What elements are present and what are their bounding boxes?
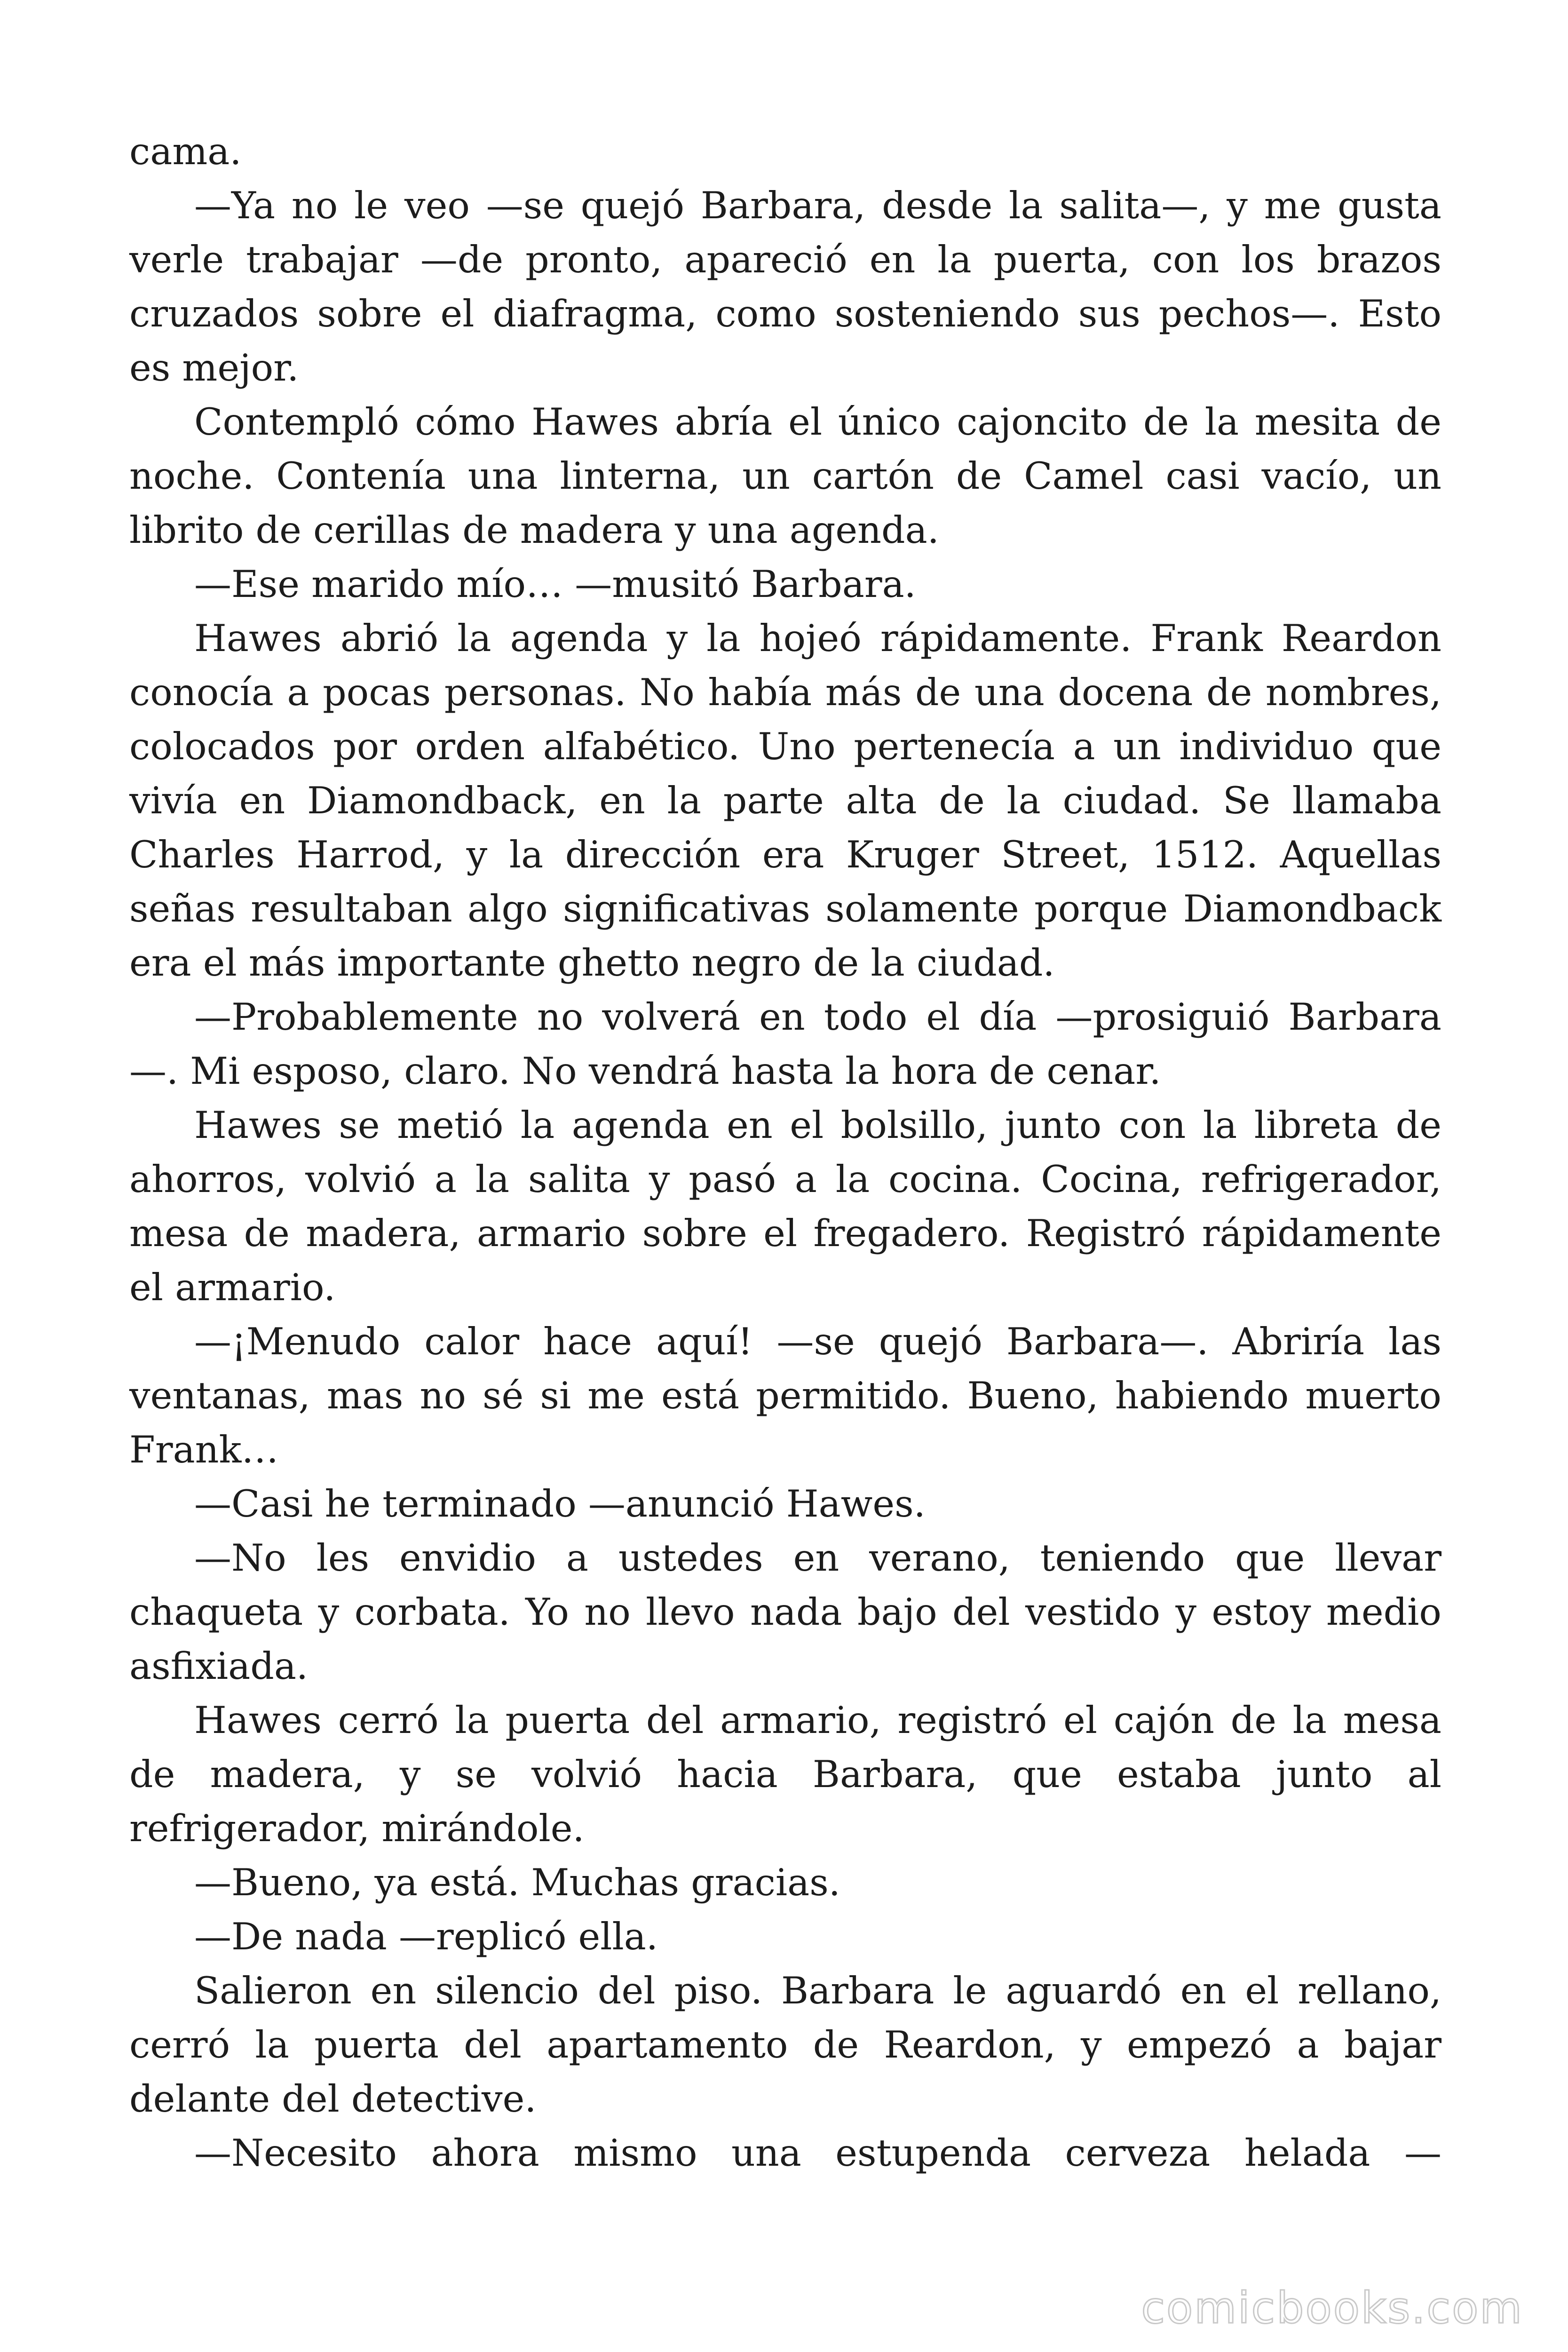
- paragraph: Hawes abrió la agenda y la hojeó rápidamente. Frank Reardon conocía a pocas personas. No había más de una docena de nombres, colocados por orden alfabético. Uno pertenecía a un individuo que vivía en Diamondback, en la parte alta de la ciudad. Se llamaba Charles Harrod, y la dirección era Kruger Street, 1512. Aquellas señas resultaban algo significativas solamente porque Diamondback era el más importante ghetto negro de la ciudad.: [129, 617, 1441, 985]
- paragraph: —Casi he terminado —anunció Hawes.: [194, 1482, 926, 1526]
- paragraph: —No les envidio a ustedes en verano, teniendo que llevar chaqueta y corbata. Yo no llevo nada bajo del vestido y estoy medio asfixiada.: [129, 1536, 1441, 1688]
- paragraph: —De nada —replicó ella.: [194, 1915, 658, 1958]
- paragraph: Contempló cómo Hawes abría el único cajoncito de la mesita de noche. Contenía una linterna, un cartón de Camel casi vacío, un librito de cerillas de madera y una agenda.: [129, 400, 1441, 552]
- paragraph: —Bueno, ya está. Muchas gracias.: [194, 1861, 840, 1904]
- paragraph: —Probablemente no volverá en todo el día —prosiguió Barbara —. Mi esposo, claro. No vendrá hasta la hora de cenar.: [129, 995, 1441, 1093]
- watermark: comicbooks.com: [1141, 2283, 1523, 2333]
- paragraph: —¡Menudo calor hace aquí! —se quejó Barbara—. Abriría las ventanas, mas no sé si me está permitido. Bueno, habiendo muerto Frank…: [129, 1320, 1441, 1471]
- paragraph: Hawes se metió la agenda en el bolsillo, junto con la libreta de ahorros, volvió a la salita y pasó a la cocina. Cocina, refrigerador, mesa de madera, armario sobre el fregadero. Registró rápidamente el armario.: [129, 1104, 1441, 1309]
- paragraph: Hawes cerró la puerta del armario, registró el cajón de la mesa de madera, y se volvió hacia Barbara, que estaba junto al refrigerador, mirándole.: [129, 1699, 1441, 1850]
- paragraph: —Ese marido mío… —musitó Barbara.: [194, 563, 916, 606]
- paragraph: Salieron en silencio del piso. Barbara le aguardó en el rellano, cerró la puerta del apartamento de Reardon, y empezó a bajar delante del detective.: [129, 1969, 1441, 2121]
- book-page-text: [129, 125, 1441, 2180]
- paragraph-continuation: cama.: [129, 130, 242, 173]
- paragraph: —Ya no le veo —se quejó Barbara, desde la salita—, y me gusta verle trabajar —de pronto, apareció en la puerta, con los brazos cruzados sobre el diafragma, como sosteniendo sus pechos—. Esto es mejor.: [129, 184, 1441, 389]
- paragraph-truncated: —Necesito ahora mismo una estupenda cerveza helada —: [194, 2131, 1441, 2175]
